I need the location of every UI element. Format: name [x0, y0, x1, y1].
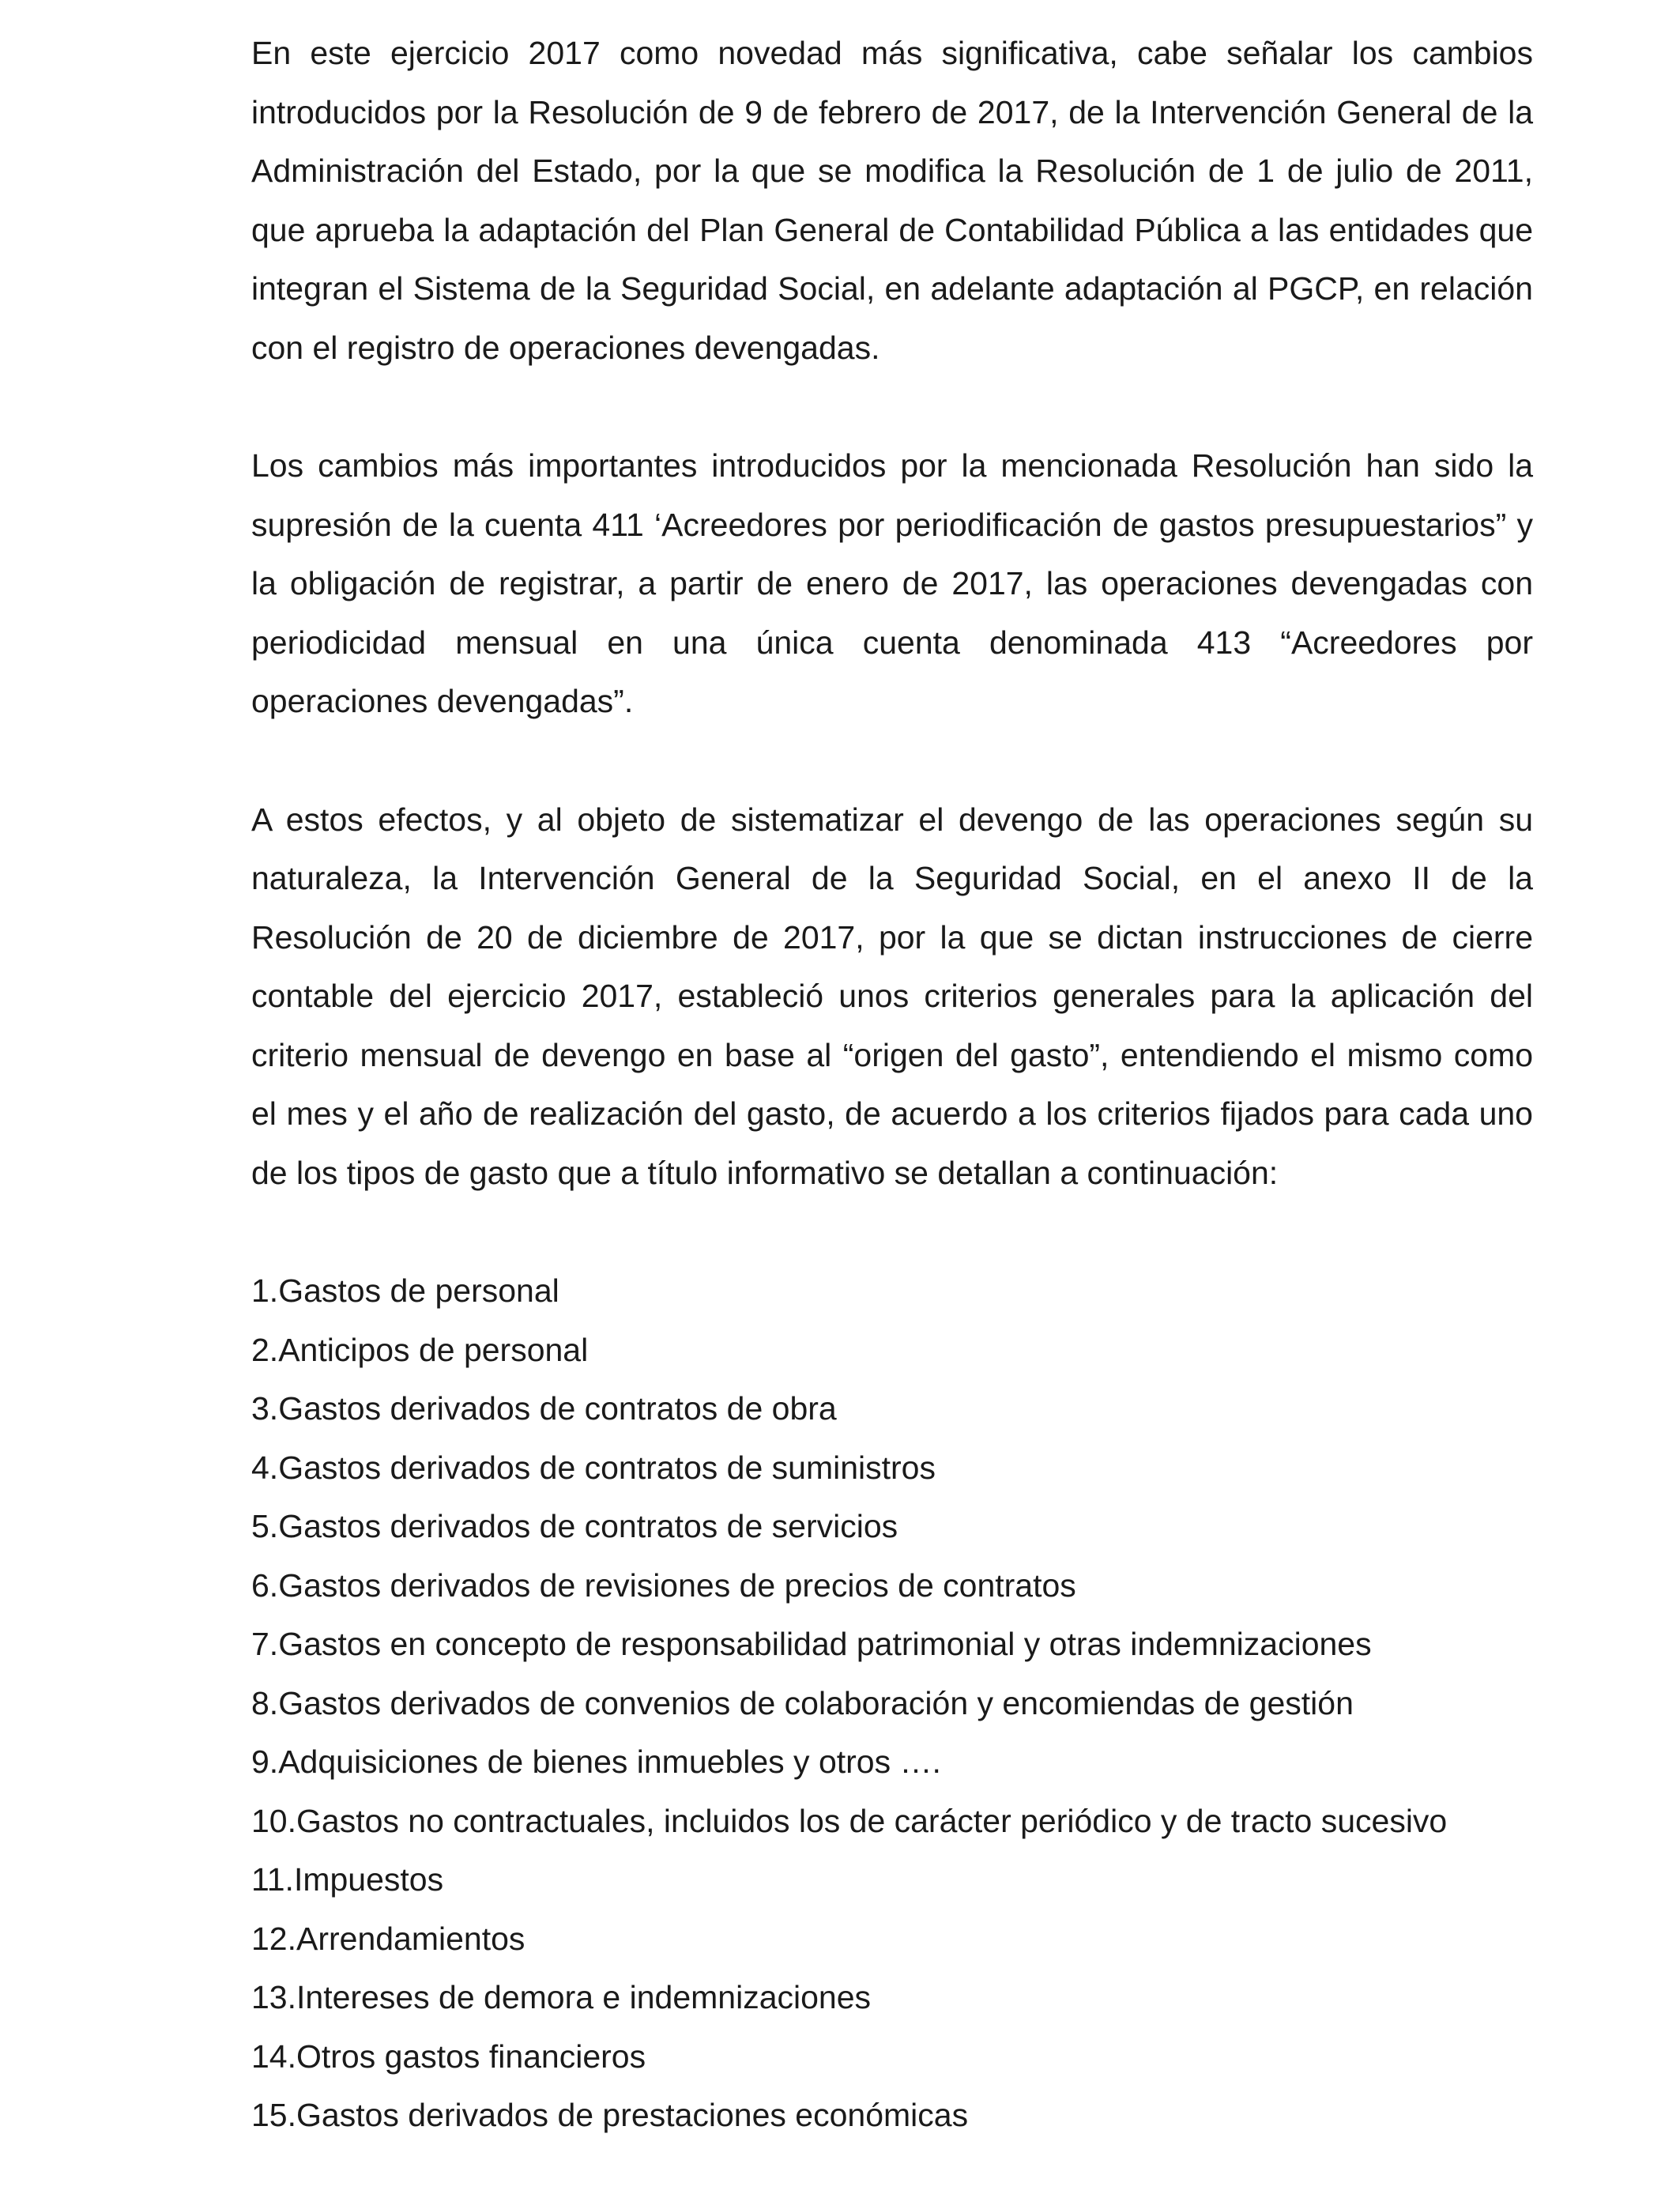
list-item: 14.Otros gastos financieros: [251, 2038, 646, 2075]
expense-type-list: [251, 1261, 1533, 2145]
list-item: 5.Gastos derivados de contratos de servicios: [251, 1508, 898, 1544]
list-item: 4.Gastos derivados de contratos de suministros: [251, 1449, 936, 1486]
list-item: 8.Gastos derivados de convenios de colaboración y encomiendas de gestión: [251, 1684, 1354, 1721]
paragraph-spacer: [251, 731, 1533, 790]
paragraph-spacer: [251, 377, 1533, 436]
paragraph-criteria: A estos efectos, y al objeto de sistematizar el devengo de las operaciones según su naturaleza, la Intervención General de la Seguridad Social, en el anexo II de la Resolución de 20 de diciembre de 2017, por la que se dictan instrucciones de cierre contable del ejercicio 2017, estableció unos criterios generales para la aplicación del criterio mensual de devengo en base al “origen del gasto”, entendiendo el mismo como el mes y el año de realización del gasto, de acuerdo a los criterios fijados para cada uno de los tipos de gasto que a título informativo se detallan a continuación:: [251, 801, 1533, 1191]
paragraph-changes: Los cambios más importantes introducidos por la mencionada Resolución han sido la supresión de la cuenta 411 ‘Acreedores por periodificación de gastos presupuestarios” y la obligación de registrar, a partir de enero de 2017, las operaciones devengadas con periodicidad mensual en una única cuenta denominada 413 “Acreedores por operaciones devengadas”.: [251, 447, 1533, 719]
list-item: 9.Adquisiciones de bienes inmuebles y otros ….: [251, 1744, 941, 1780]
list-item: 2.Anticipos de personal: [251, 1331, 589, 1368]
list-item: 1.Gastos de personal: [251, 1272, 559, 1309]
document-page: [251, 24, 1533, 2145]
list-item: 15.Gastos derivados de prestaciones económicas: [251, 2097, 969, 2133]
list-item: 7.Gastos en concepto de responsabilidad patrimonial y otras indemnizaciones: [251, 1626, 1372, 1662]
paragraph-intro: En este ejercicio 2017 como novedad más significativa, cabe señalar los cambios introducidos por la Resolución de 9 de febrero de 2017, de la Intervención General de la Administración del Estado, por la que se modifica la Resolución de 1 de julio de 2011, que aprueba la adaptación del Plan General de Contabilidad Pública a las entidades que integran el Sistema de la Seguridad Social, en adelante adaptación al PGCP, en relación con el registro de operaciones devengadas.: [251, 35, 1533, 366]
list-item: 11.Impuestos: [251, 1861, 444, 1898]
list-item: 3.Gastos derivados de contratos de obra: [251, 1390, 837, 1427]
list-item: 6.Gastos derivados de revisiones de precios de contratos: [251, 1566, 1076, 1604]
list-item: 13.Intereses de demora e indemnizaciones: [251, 1979, 872, 2015]
list-item: 10.Gastos no contractuales, incluidos los de carácter periódico y de tracto sucesivo: [251, 1802, 1448, 1839]
list-item: 12.Arrendamientos: [251, 1920, 525, 1957]
paragraph-spacer: [251, 1202, 1533, 1261]
